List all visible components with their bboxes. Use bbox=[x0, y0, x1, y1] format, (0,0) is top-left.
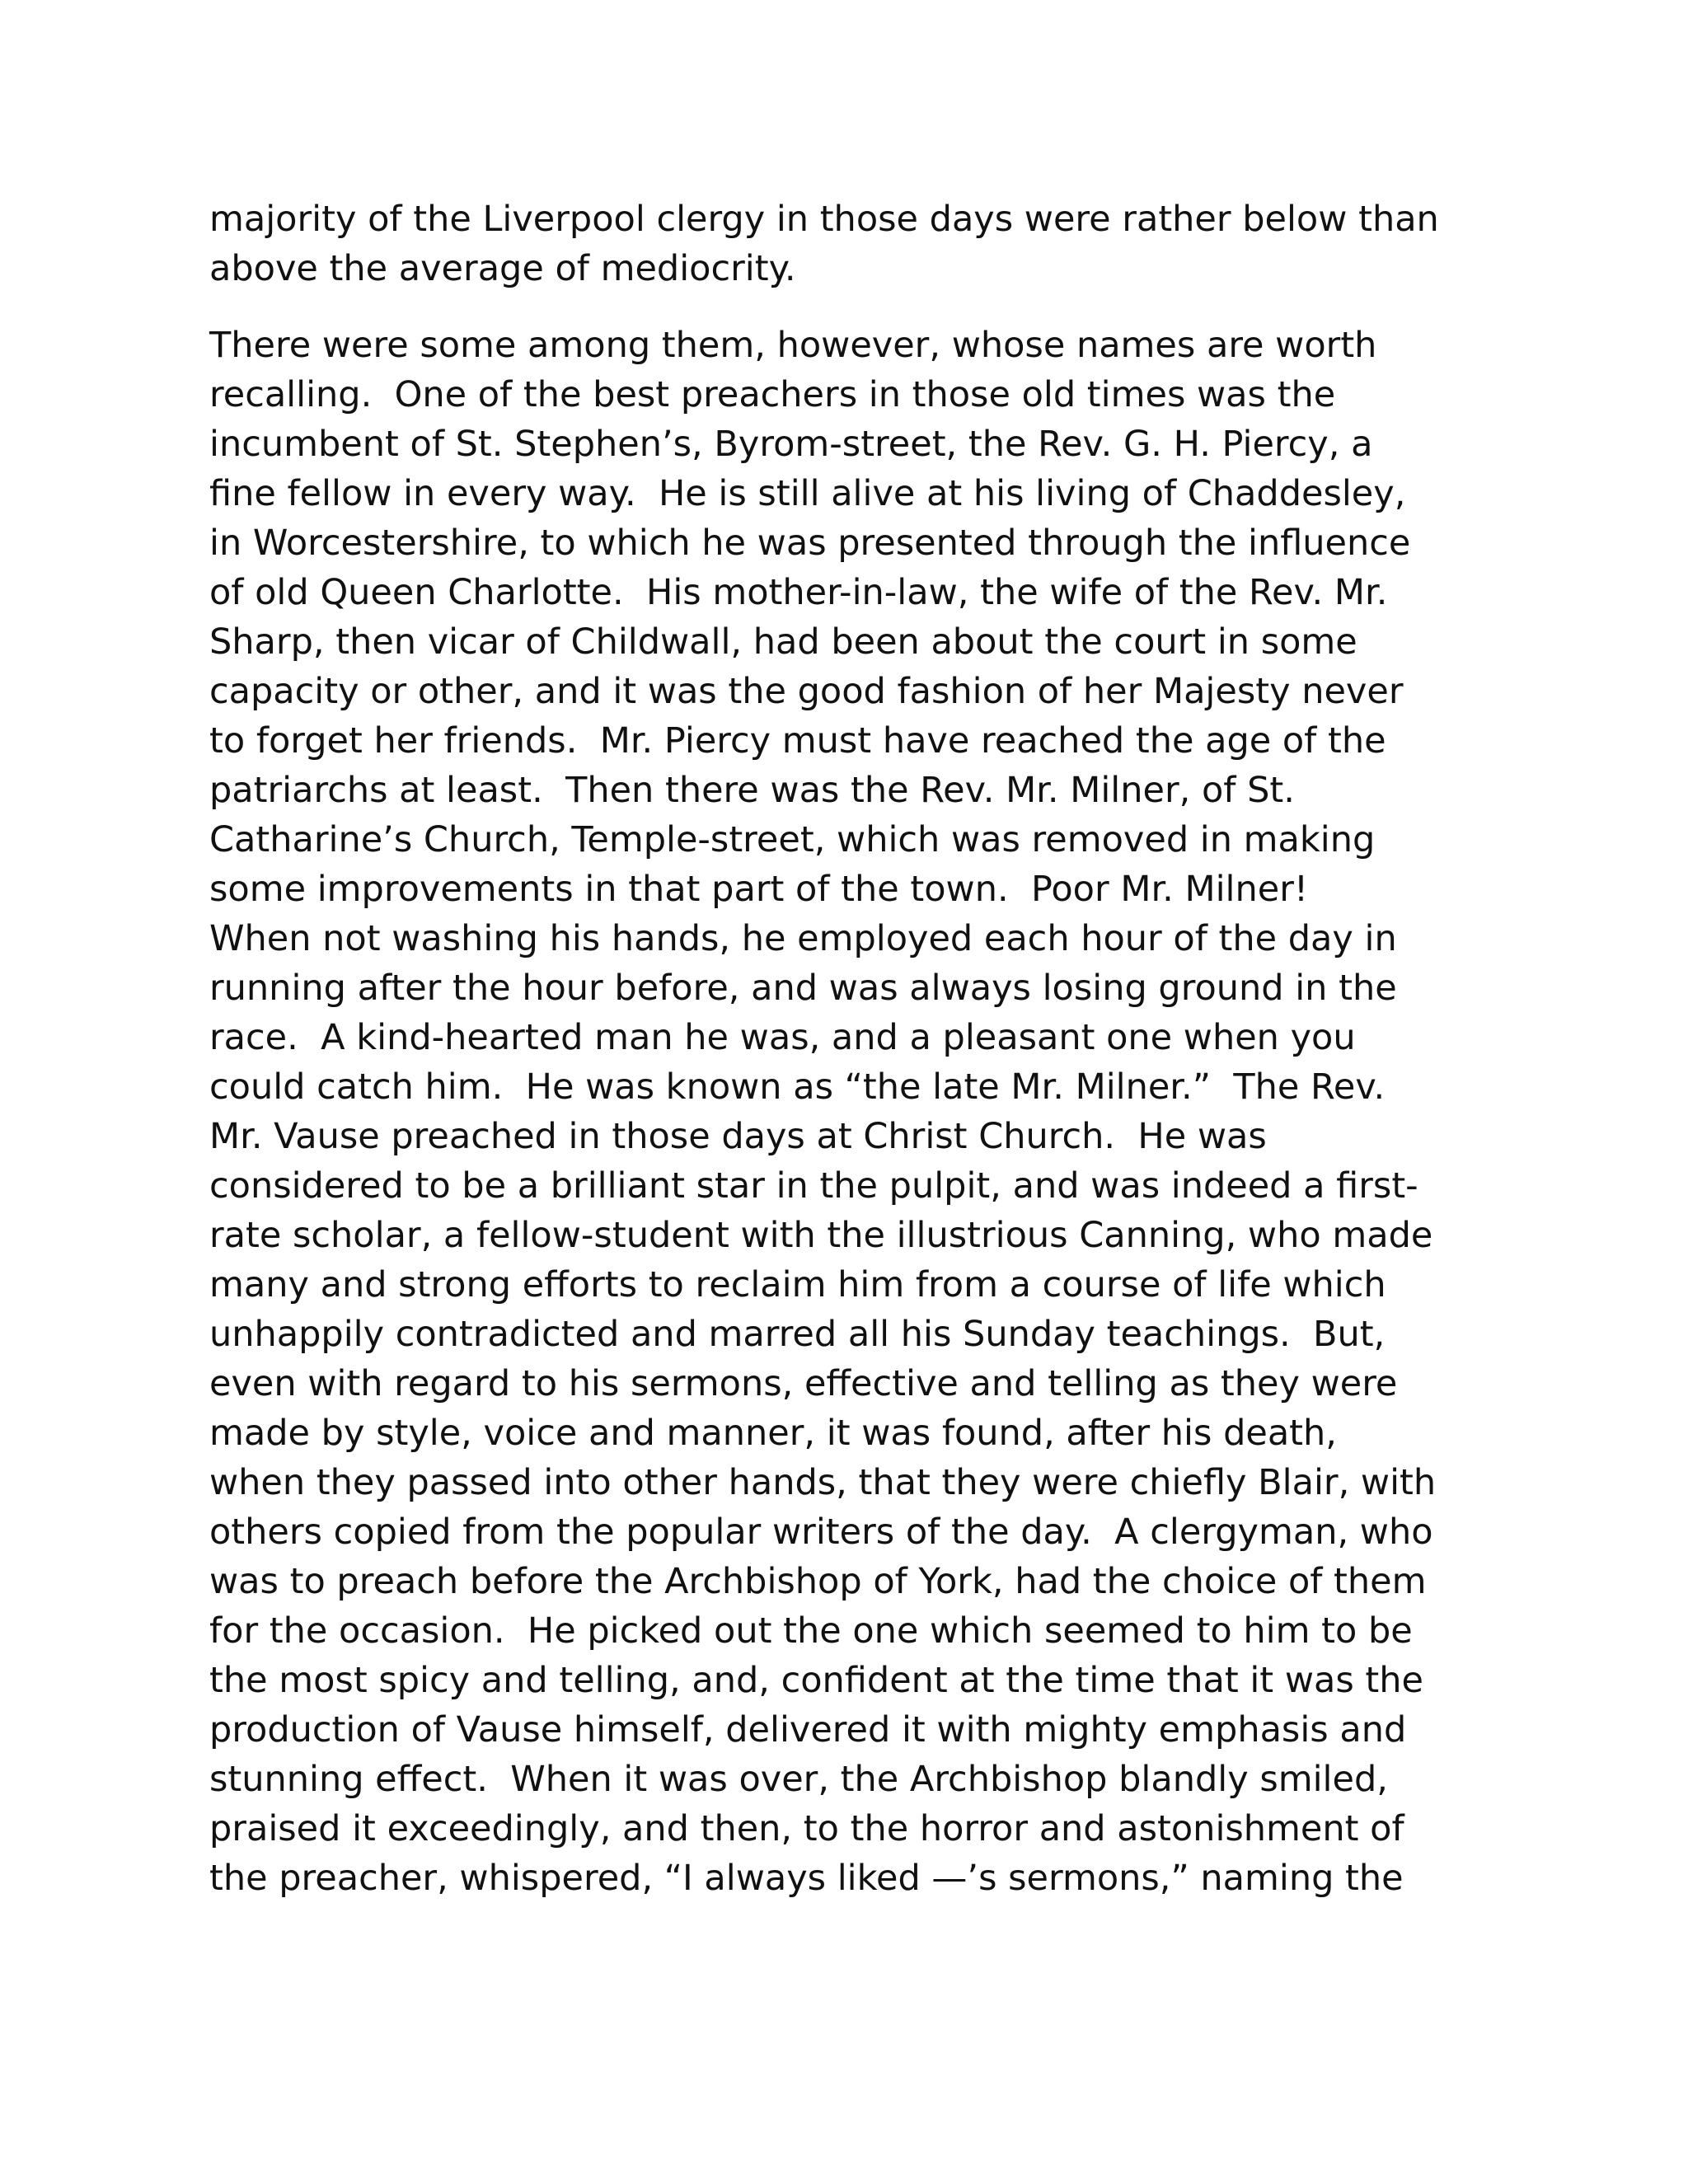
paragraph-1 bbox=[209, 194, 1495, 293]
text-line: others copied from the popular writers of the day. A clergyman, who bbox=[209, 1511, 1433, 1553]
text-line: race. A kind-hearted man he was, and a pleasant one when you bbox=[209, 1017, 1356, 1058]
text-line: even with regard to his sermons, effective and telling as they were bbox=[209, 1363, 1398, 1404]
text-line: was to preach before the Archbishop of York, had the choice of them bbox=[209, 1561, 1427, 1602]
text-line: many and strong efforts to reclaim him from a course of life which bbox=[209, 1264, 1386, 1305]
text-line: stunning effect. When it was over, the Archbishop blandly smiled, bbox=[209, 1759, 1388, 1800]
text-line: incumbent of St. Stephen’s, Byrom-street, the Rev. G. H. Piercy, a bbox=[209, 424, 1373, 465]
text-line: the preacher, whispered, “I always liked —’s sermons,” naming the bbox=[209, 1858, 1404, 1899]
text-line: rate scholar, a fellow-student with the illustrious Canning, who made bbox=[209, 1215, 1433, 1256]
text-line: Catharine’s Church, Temple-street, which was removed in making bbox=[209, 819, 1376, 860]
text-line: could catch him. He was known as “the late Mr. Milner.” The Rev. bbox=[209, 1066, 1386, 1108]
text-line: production of Vause himself, delivered it with mighty emphasis and bbox=[209, 1709, 1407, 1750]
text-line: running after the hour before, and was always losing ground in the bbox=[209, 968, 1397, 1009]
text-line: unhappily contradicted and marred all his Sunday teachings. But, bbox=[209, 1314, 1386, 1355]
text-line: to forget her friends. Mr. Piercy must have reached the age of the bbox=[209, 720, 1386, 762]
text-line: made by style, voice and manner, it was found, after his death, bbox=[209, 1413, 1337, 1454]
text-line: when they passed into other hands, that they were chiefly Blair, with bbox=[209, 1462, 1437, 1503]
text-line: above the average of mediocrity. bbox=[209, 248, 796, 289]
text-line: When not washing his hands, he employed each hour of the day in bbox=[209, 918, 1397, 959]
text-line: Sharp, then vicar of Childwall, had been about the court in some bbox=[209, 621, 1357, 663]
document-page bbox=[209, 194, 1495, 1903]
text-line: patriarchs at least. Then there was the Rev. Mr. Milner, of St. bbox=[209, 770, 1295, 811]
text-line: majority of the Liverpool clergy in those days were rather below than bbox=[209, 199, 1439, 240]
text-line: considered to be a brilliant star in the pulpit, and was indeed a first- bbox=[209, 1165, 1418, 1207]
text-line: Mr. Vause preached in those days at Christ Church. He was bbox=[209, 1116, 1267, 1157]
text-line: for the occasion. He picked out the one which seemed to him to be bbox=[209, 1610, 1413, 1652]
text-line: capacity or other, and it was the good fashion of her Majesty never bbox=[209, 671, 1404, 712]
text-line: in Worcestershire, to which he was presented through the influence bbox=[209, 523, 1411, 564]
text-line: recalling. One of the best preachers in those old times was the bbox=[209, 374, 1336, 415]
text-line: fine fellow in every way. He is still alive at his living of Chaddesley, bbox=[209, 473, 1406, 514]
text-line: praised it exceedingly, and then, to the horror and astonishment of bbox=[209, 1808, 1404, 1849]
text-line: some improvements in that part of the town. Poor Mr. Milner! bbox=[209, 869, 1309, 910]
text-line: of old Queen Charlotte. His mother-in-law, the wife of the Rev. Mr. bbox=[209, 572, 1388, 613]
text-line: There were some among them, however, whose names are worth bbox=[209, 325, 1377, 366]
paragraph-2 bbox=[209, 321, 1495, 1903]
text-line: the most spicy and telling, and, confident at the time that it was the bbox=[209, 1660, 1423, 1701]
